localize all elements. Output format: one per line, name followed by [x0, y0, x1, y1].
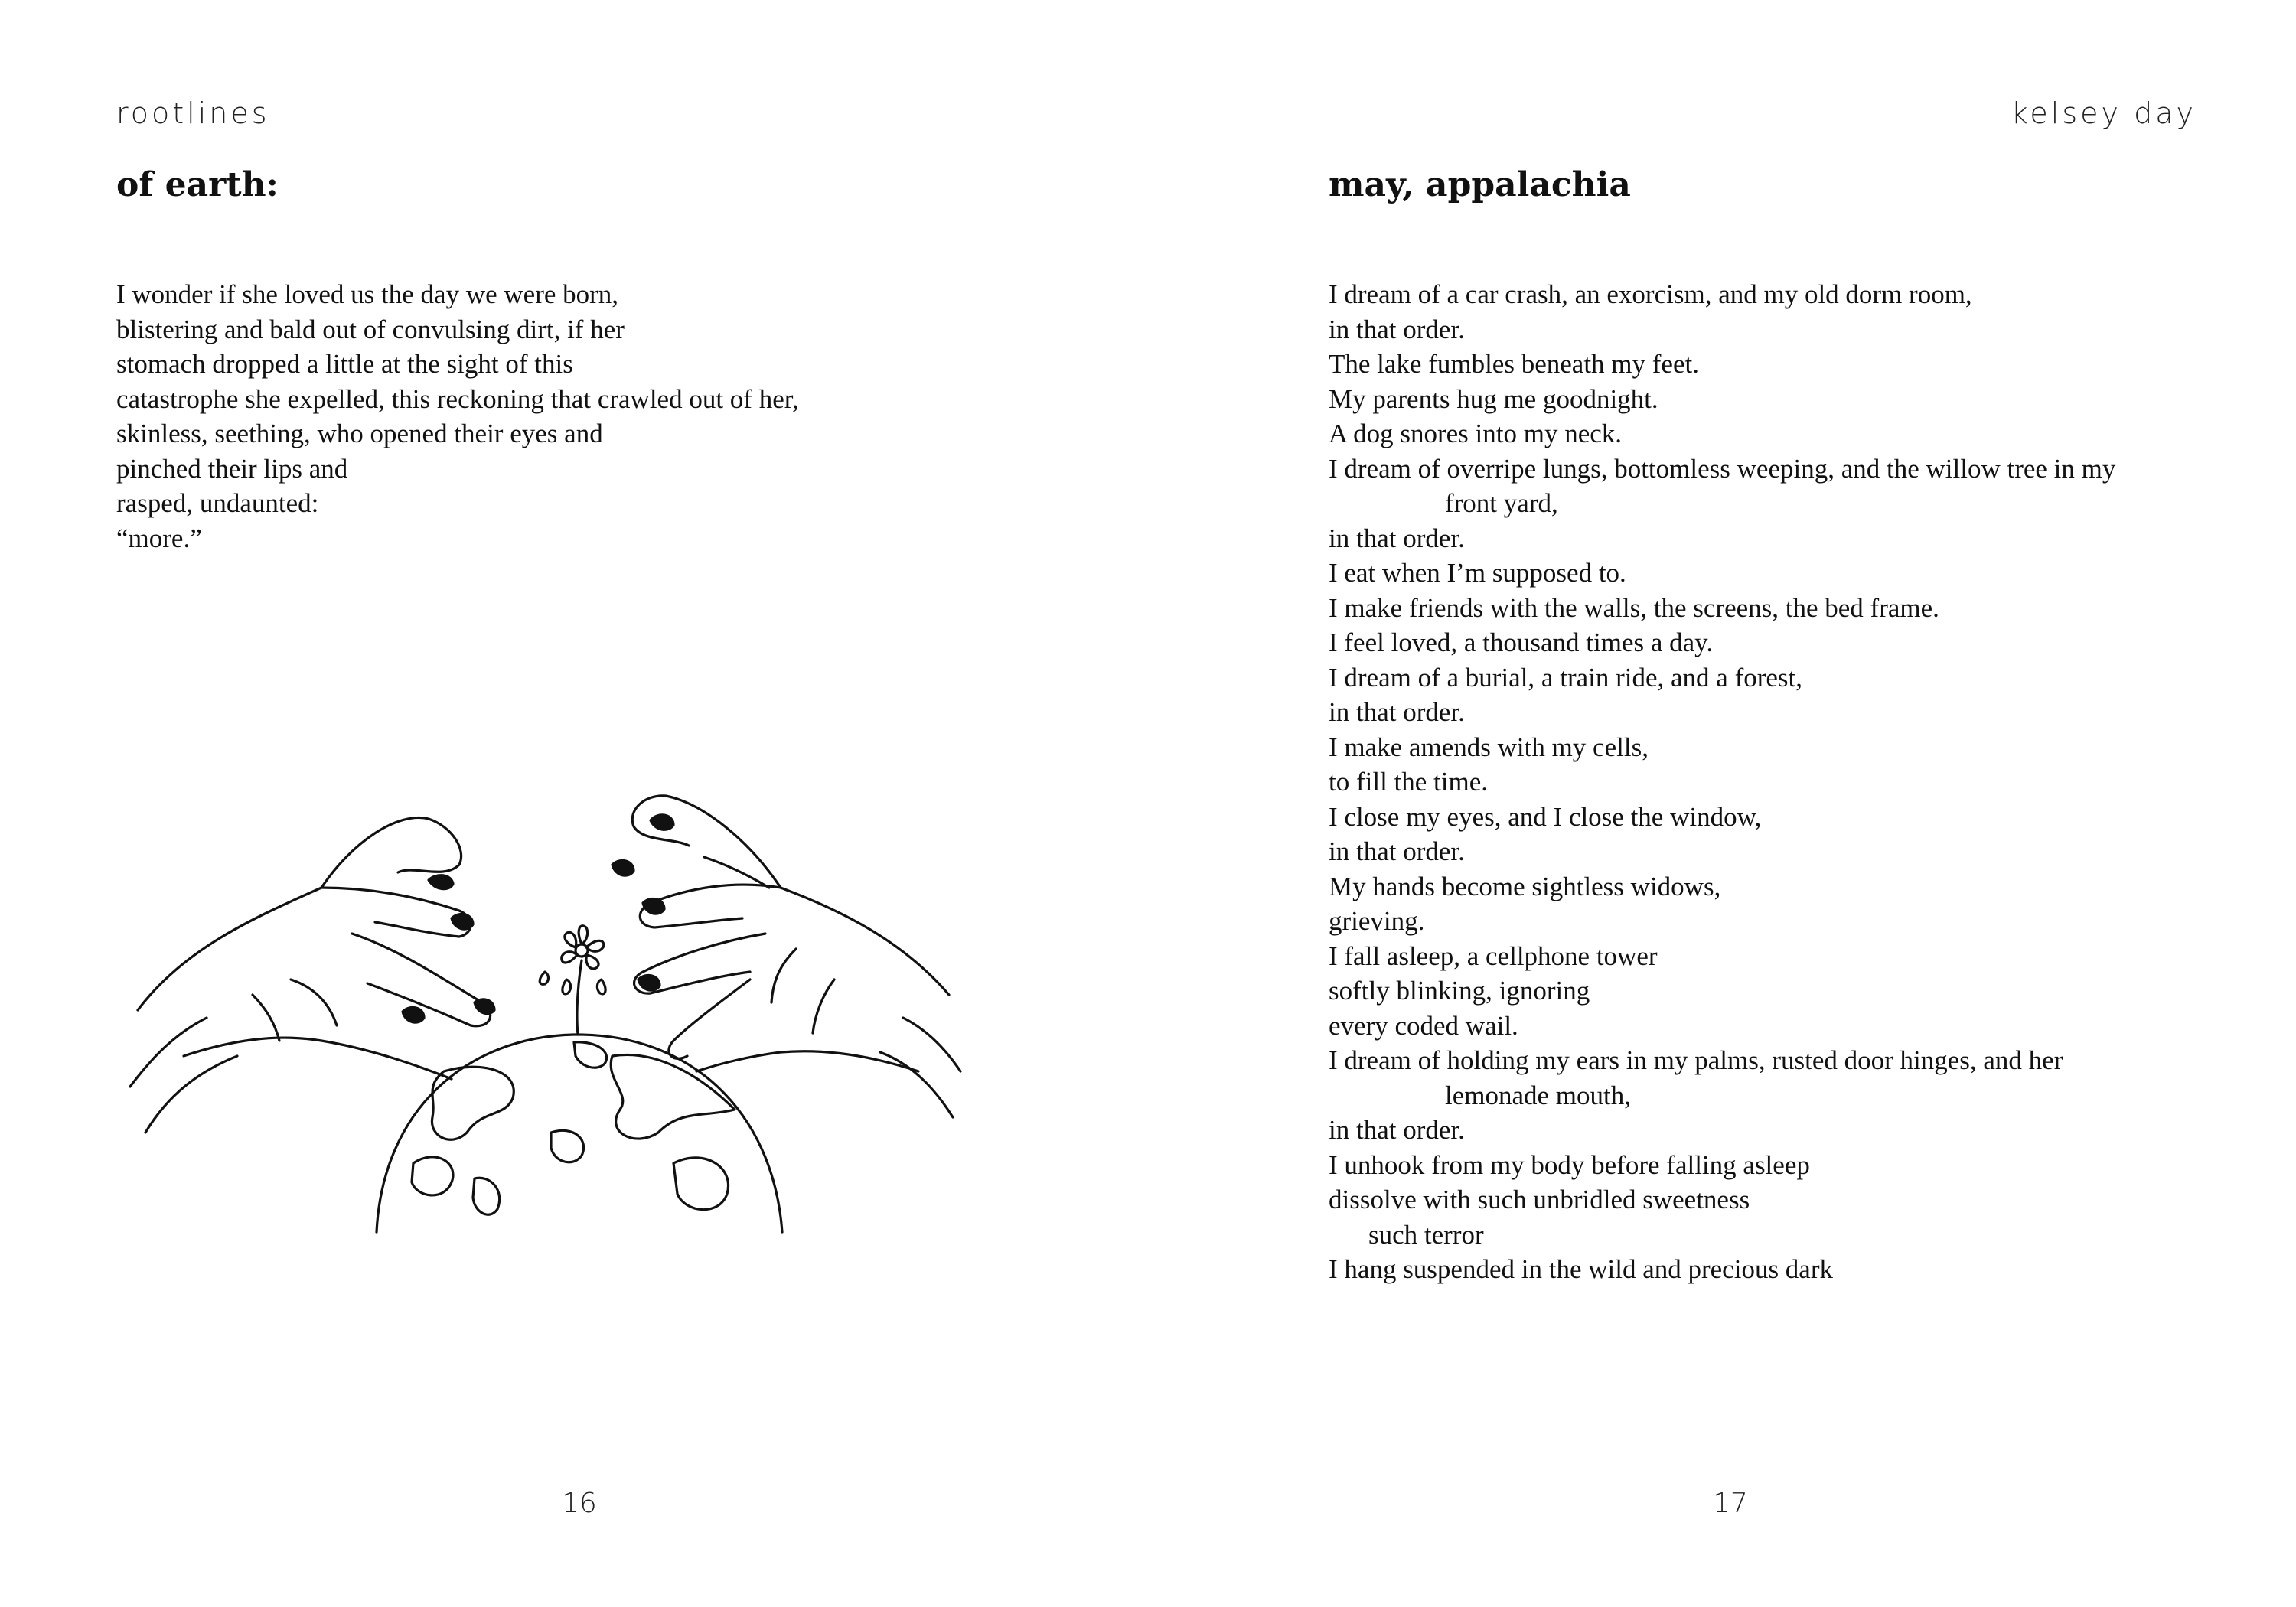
poem-line: I eat when I’m supposed to. [1329, 558, 1626, 588]
poem-line: softly blinking, ignoring [1329, 976, 1590, 1006]
daisy-stem [577, 960, 582, 1035]
globe-continent [574, 1042, 607, 1068]
poem-line: I dream of holding my ears in my palms, rusted door hinges, and her [1329, 1045, 2063, 1075]
poem-line: dissolve with such unbridled sweetness [1329, 1185, 1750, 1214]
poem-line: I make amends with my cells, [1329, 732, 1649, 762]
poem-line-indented: such terror [1368, 1219, 1484, 1250]
left-hand-palm [184, 1038, 452, 1079]
poem-line: skinless, seething, who opened their eyes and [116, 419, 603, 448]
right-hand-nail [638, 975, 660, 990]
poem-line: in that order. [1329, 523, 1465, 553]
page-number: 17 [1713, 1488, 1748, 1519]
left-hand-nail [429, 875, 453, 889]
poem-line: “more.” [116, 523, 202, 553]
left-hand-crease [253, 995, 279, 1041]
poem-line: The lake fumbles beneath my feet. [1329, 349, 1699, 379]
poem-line: in that order. [1329, 836, 1465, 866]
hands-earth-illustration [122, 750, 964, 1240]
poem-line: catastrophe she expelled, this reckoning that crawled out of her, [116, 383, 799, 414]
right-hand-wrist [903, 1018, 960, 1071]
left-hand-wrist [145, 1056, 237, 1133]
poem-body [116, 277, 799, 556]
globe-continent [551, 1130, 584, 1162]
right-hand-finger [669, 980, 750, 1058]
globe-continent [673, 1158, 729, 1210]
poem-line: My hands become sightless widows, [1329, 871, 1721, 901]
poem-line: every coded wail. [1329, 1010, 1518, 1041]
poem-line: pinched their lips and [116, 453, 348, 484]
poem-line: I dream of a car crash, an exorcism, and my old dorm room, [1329, 279, 1972, 309]
right-hand-nail [651, 815, 673, 830]
left-hand-crease [291, 980, 337, 1025]
poem-line: I fall asleep, a cellphone tower [1329, 940, 1658, 971]
running-head-author: kelsey day [2011, 96, 2197, 130]
daisy-falling-petal [597, 980, 605, 994]
poem-line: I feel loved, a thousand times a day. [1329, 627, 1714, 657]
poem-line: A dog snores into my neck. [1329, 419, 1623, 448]
left-hand-nail [452, 914, 473, 929]
daisy-petal [565, 932, 576, 947]
poem-line: I make friends with the walls, the screens, the bed frame. [1329, 592, 1939, 623]
globe-continent [473, 1178, 500, 1214]
left-hand-finger [321, 888, 471, 937]
right-hand-nail [612, 860, 634, 875]
poem-line: I close my eyes, and I close the window, [1329, 801, 1762, 832]
daisy-petal [579, 926, 587, 944]
right-page [1148, 0, 2296, 1607]
poem-line: I unhook from my body before falling asleep [1329, 1149, 1810, 1180]
right-hand-nail [643, 898, 664, 914]
left-hand-nail [403, 1007, 424, 1022]
globe-continent [432, 1067, 514, 1139]
daisy-falling-petal [540, 972, 548, 984]
poem-line-continuation: front yard, [1445, 488, 1558, 518]
poem-line: stomach dropped a little at the sight of this [116, 349, 573, 379]
right-hand-outline [632, 796, 949, 995]
daisy-petal [586, 940, 604, 951]
poem-line: rasped, undaunted: [116, 488, 319, 518]
poem-title: may, appalachia [1329, 165, 1631, 204]
left-hand-outline [138, 817, 461, 1010]
right-hand-crease [813, 980, 834, 1033]
right-hand-crease [704, 857, 769, 888]
poem-line: to fill the time. [1329, 767, 1489, 797]
poem-line: I wonder if she loved us the day we were born, [116, 279, 619, 309]
daisy-petal [586, 955, 598, 969]
poem-line: My parents hug me goodnight. [1329, 383, 1658, 414]
poem-line: in that order. [1329, 314, 1465, 344]
poem-line: I dream of overripe lungs, bottomless weeping, and the willow tree in my [1329, 453, 2116, 484]
left-hand-nail [475, 999, 494, 1014]
running-head-book-title: rootlines [116, 96, 270, 130]
globe-continent [611, 1054, 735, 1139]
poem-line: grieving. [1329, 906, 1425, 936]
poem-line: blistering and bald out of convulsing dirt, if her [116, 314, 625, 344]
poem-line: I dream of a burial, a train ride, and a forest, [1329, 662, 1803, 693]
poem-body [1329, 277, 2115, 1287]
right-hand-crease [771, 949, 796, 1002]
page-number: 16 [562, 1488, 597, 1519]
daisy-falling-petal [563, 980, 571, 994]
globe-continent [412, 1157, 453, 1195]
poem-line-continuation: lemonade mouth, [1445, 1080, 1632, 1110]
poem-line: in that order. [1329, 1115, 1465, 1145]
poem-title: of earth: [116, 165, 279, 204]
poem-line: I hang suspended in the wild and precious dark [1329, 1254, 1834, 1284]
poem-line: in that order. [1329, 697, 1465, 727]
daisy-petal [562, 952, 577, 963]
